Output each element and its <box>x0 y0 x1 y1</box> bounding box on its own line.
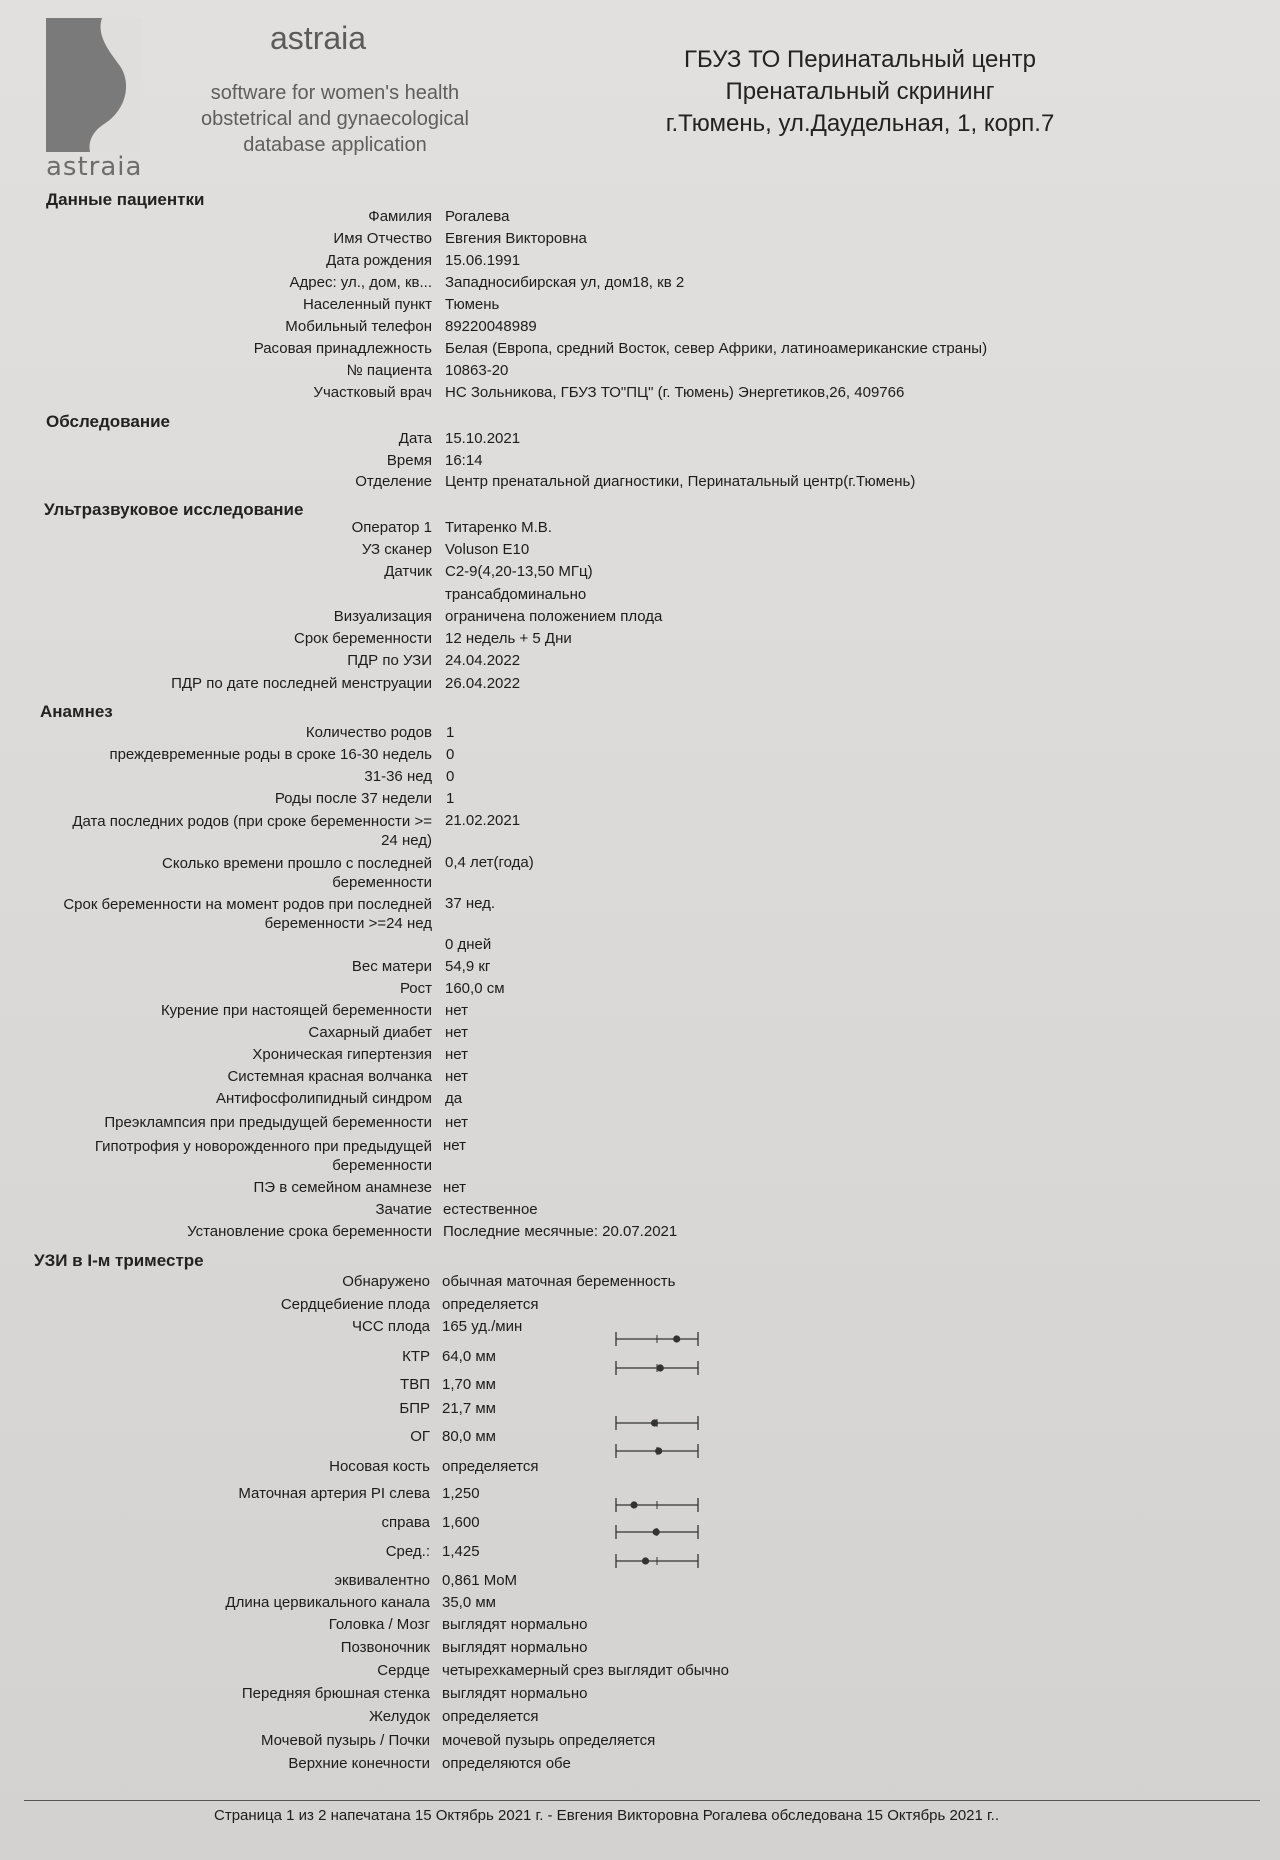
field-value: нет <box>445 1068 468 1085</box>
field-value: 16:14 <box>445 452 483 469</box>
field-label: № пациента <box>346 362 432 379</box>
field-value: ограничена положением плода <box>445 608 663 625</box>
field-label: Позвоночник <box>340 1639 430 1656</box>
field-label: Маточная артерия PI слева <box>238 1485 430 1502</box>
logo-wordmark: astraia <box>46 152 143 182</box>
field-value: 0 <box>446 746 455 763</box>
field-label: Вес матери <box>351 958 432 975</box>
field-label: ПДР по дате последней менструации <box>171 675 432 692</box>
field-value: Voluson E10 <box>445 541 530 558</box>
field-label: ТВП <box>400 1376 430 1393</box>
field-value: 1 <box>446 724 455 741</box>
field-value: Белая (Европа, средний Восток, север Африки, латиноамериканские страны) <box>445 340 988 357</box>
field-label: Установление срока беременности <box>187 1223 432 1240</box>
section-title-patient: Данные пациентки <box>46 190 205 209</box>
label-line: беременности >=24 нед <box>264 915 432 932</box>
field-label: Расовая принадлежность <box>253 340 432 357</box>
field-label: Имя Отчество <box>333 230 432 247</box>
field-label: БПР <box>399 1400 430 1417</box>
time-since-label <box>20 854 432 892</box>
field-label: Срок беременности <box>293 630 432 647</box>
field-value: 80,0 мм <box>442 1428 496 1445</box>
ga-last-days-value: 0 дней <box>445 936 492 953</box>
field-label: Количество родов <box>305 724 432 741</box>
org-name: ГБУЗ ТО Перинатальный центр <box>684 46 1036 73</box>
field-value: 0 <box>446 768 455 785</box>
org-department: Пренатальный скрининг <box>725 78 995 105</box>
footer-divider <box>24 1800 1260 1801</box>
field-label: Рост <box>399 980 432 997</box>
field-label: Мобильный телефон <box>285 318 432 335</box>
field-label: Отделение <box>355 473 432 490</box>
field-label: Время <box>386 452 432 469</box>
pi-right-gauge <box>615 1522 701 1542</box>
field-label: Роды после 37 недели <box>274 790 432 807</box>
field-label: ЧСС плода <box>352 1318 430 1335</box>
field-label: КТР <box>402 1348 430 1365</box>
field-label: Участковый врач <box>313 384 432 401</box>
chss-gauge <box>615 1329 701 1349</box>
field-value: 89220048989 <box>445 318 537 335</box>
field-value: выглядят нормально <box>442 1685 588 1702</box>
field-value: определяется <box>442 1708 539 1725</box>
field-value: 1 <box>446 790 455 807</box>
field-label: Дата рождения <box>326 252 432 269</box>
field-value: Рогалева <box>445 208 510 225</box>
field-label: Головка / Мозг <box>328 1616 430 1633</box>
field-value: Западносибирская ул, дом18, кв 2 <box>445 274 685 291</box>
field-value: 54,9 кг <box>445 958 491 975</box>
field-label: эквивалентно <box>334 1572 430 1589</box>
label-line: беременности <box>332 1157 432 1174</box>
field-label: Антифосфолипидный синдром <box>216 1090 432 1107</box>
field-label: Сахарный диабет <box>308 1024 432 1041</box>
field-value: 1,250 <box>442 1485 480 1502</box>
software-description <box>190 80 480 158</box>
field-value: Центр пренатальной диагностики, Перинатальный центр(г.Тюмень) <box>445 473 916 490</box>
field-label: Сердце <box>377 1662 430 1679</box>
field-label: Сред.: <box>385 1543 430 1560</box>
og-gauge <box>615 1441 701 1461</box>
field-label: Преэклампсия при предыдущей беременности <box>104 1114 432 1131</box>
hypotrophy-value: нет <box>443 1137 466 1154</box>
field-value: мочевой пузырь определяется <box>442 1732 656 1749</box>
field-label: Визуализация <box>333 608 432 625</box>
software-line: database application <box>243 134 427 156</box>
ga-last-birth-label <box>20 895 432 933</box>
field-value: 24.04.2022 <box>445 652 521 669</box>
field-label: Оператор 1 <box>351 519 432 536</box>
section-title-anamnesis: Анамнез <box>40 702 113 721</box>
field-label: Носовая кость <box>329 1458 430 1475</box>
field-value: нет <box>443 1179 466 1196</box>
astraia-logo-icon <box>46 18 142 152</box>
field-value: 0,861 MoM <box>442 1572 518 1589</box>
field-label: Верхние конечности <box>288 1755 430 1772</box>
field-value: Последние месячные: 20.07.2021 <box>443 1223 678 1240</box>
label-line: Гипотрофия у новорожденного при предыдущей <box>94 1138 432 1155</box>
field-value: Титаренко М.В. <box>445 519 552 536</box>
field-value: 10863-20 <box>445 362 509 379</box>
software-line: obstetrical and gynaecological <box>201 108 469 130</box>
field-label: Системная красная волчанка <box>227 1068 432 1085</box>
field-label: ПДР по УЗИ <box>347 652 432 669</box>
field-label: Фамилия <box>368 208 432 225</box>
field-value: 35,0 мм <box>442 1594 496 1611</box>
field-value: НС Зольникова, ГБУЗ ТО"ПЦ" (г. Тюмень) Энергетиков,26, 409766 <box>445 384 905 401</box>
field-label: 31-36 нед <box>364 768 432 785</box>
field-label: Желудок <box>369 1708 430 1725</box>
field-value: нет <box>445 1002 468 1019</box>
label-line: 24 нед) <box>381 832 432 849</box>
bpr-gauge <box>615 1413 701 1433</box>
field-value: выглядят нормально <box>442 1639 588 1656</box>
label-line: Срок беременности на момент родов при последней <box>63 896 432 913</box>
last-birth-label <box>20 812 432 850</box>
label-line: Сколько времени прошло с последней <box>162 855 432 872</box>
field-value: определяются обе <box>442 1755 571 1772</box>
field-value: 12 недель + 5 Дни <box>445 630 572 647</box>
field-label: справа <box>381 1514 430 1531</box>
field-value: естественное <box>443 1201 538 1218</box>
page-footer: Страница 1 из 2 напечатана 15 Октябрь 2021 г. - Евгения Викторовна Рогалева обследована 15 Октябрь 2021 г.. <box>214 1807 1000 1824</box>
org-address: г.Тюмень, ул.Даудельная, 1, корп.7 <box>665 110 1055 137</box>
field-value: 21,7 мм <box>442 1400 496 1417</box>
section-title-ultrasound: Ультразвуковое исследование <box>44 500 304 519</box>
field-label: Длина цервикального канала <box>225 1594 430 1611</box>
software-line: software for women's health <box>210 82 460 104</box>
field-value: четырехкамерный срез выглядит обычно <box>442 1662 729 1679</box>
field-value: обычная маточная беременность <box>442 1273 676 1290</box>
field-label: Курение при настоящей беременности <box>160 1002 432 1019</box>
field-value: выглядят нормально <box>442 1616 588 1633</box>
field-label: Датчик <box>384 563 432 580</box>
field-value: 1,600 <box>442 1514 480 1531</box>
field-value: да <box>445 1090 463 1107</box>
pi-mean-gauge <box>615 1551 701 1571</box>
field-value: определяется <box>442 1296 539 1313</box>
section-title-exam: Обследование <box>46 412 171 431</box>
field-label: ОГ <box>410 1428 430 1445</box>
field-value: нет <box>445 1046 468 1063</box>
field-value: Евгения Викторовна <box>445 230 587 247</box>
field-label: УЗ сканер <box>361 541 432 558</box>
label-line: Дата последних родов (при сроке беременности >= <box>72 813 432 830</box>
field-value: определяется <box>442 1458 539 1475</box>
ga-last-weeks-value: 37 нед. <box>445 895 496 912</box>
field-value: 1,70 мм <box>442 1376 496 1393</box>
field-label: Дата <box>398 430 432 447</box>
field-value: C2-9(4,20-13,50 МГц) <box>445 563 593 580</box>
last-birth-value: 21.02.2021 <box>445 812 521 829</box>
field-label: Населенный пункт <box>302 296 432 313</box>
field-label: Мочевой пузырь / Почки <box>260 1732 430 1749</box>
field-label: преждевременные роды в сроке 16-30 недель <box>109 746 432 763</box>
field-value: 26.04.2022 <box>445 675 521 692</box>
organization-header <box>640 44 1080 140</box>
section-title-first-trimester: УЗИ в I-м триместре <box>34 1251 204 1270</box>
field-label: Зачатие <box>375 1201 432 1218</box>
field-value: нет <box>445 1024 468 1041</box>
hypotrophy-label <box>20 1137 432 1175</box>
time-since-value: 0,4 лет(года) <box>445 854 534 871</box>
field-label: ПЭ в семейном анамнезе <box>253 1179 432 1196</box>
field-label: Передняя брюшная стенка <box>241 1685 430 1702</box>
field-value: 165 уд./мин <box>442 1318 523 1335</box>
ktr-gauge <box>615 1358 701 1378</box>
field-label: Хроническая гипертензия <box>252 1046 432 1063</box>
field-label: Адрес: ул., дом, кв... <box>289 274 432 291</box>
label-line: беременности <box>332 874 432 891</box>
field-value: трансабдоминально <box>445 586 587 603</box>
field-value: Тюмень <box>445 296 500 313</box>
field-value: 1,425 <box>442 1543 480 1560</box>
field-value: 160,0 см <box>445 980 505 997</box>
field-value: нет <box>445 1114 468 1131</box>
software-title: astraia <box>270 20 367 56</box>
pi-left-gauge <box>615 1495 701 1515</box>
field-value: 15.10.2021 <box>445 430 521 447</box>
field-value: 15.06.1991 <box>445 252 521 269</box>
field-label: Обнаружено <box>342 1273 430 1290</box>
field-label: Сердцебиение плода <box>280 1296 430 1313</box>
field-value: 64,0 мм <box>442 1348 496 1365</box>
